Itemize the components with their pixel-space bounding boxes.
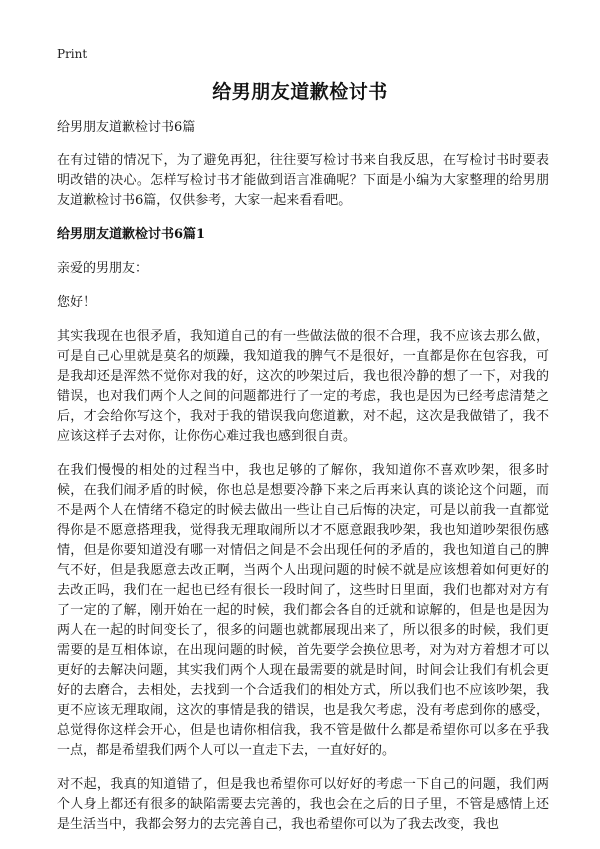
page-title: 给男朋友道歉检讨书 [212,81,388,103]
document-body [57,118,549,849]
body-paragraph: 在我们慢慢的相处的过程当中，我也足够的了解你，我知道你不喜欢吵架，很多时候，在我们闹矛盾的时候，你也总是想要冷静下来之后再来认真的谈论这个问题，而不是两个人在情绪不稳定的时候去做出一些让自己后悔的决定，可是以前我一直都觉得你是不愿意搭理我，觉得我无理取闹所以才不愿意跟我吵架，我也知道吵架很伤感情，但是你要知道没有哪一对情侣之间是不会出现任何的矛盾的，我也知道自己的脾气不好，但是我愿意去改正啊，当两个人出现问题的时候不就是应该想着如何更好的去改正吗，我们在一起也已经有很长一段时间了，这些时日里面，我们也都对对方有了一定的了解，刚开始在一起的时候，我们都会各自的迁就和谅解的，但是也是因为两人在一起的时间变长了，很多的问题也就都展现出来了，所以很多的时候，我们更需要的是互相体谅，在出现问题的时候，首先要学会换位思考，对为对方着想才可以更好的去解决问题，其实我们两个人现在最需要的就是时间，时间会让我们有机会更好的去磨合，去相处，去找到一个合适我们的相处方式，所以我们也不应该吵架，我更不应该无理取闹，这次的事情是我的错误，也是我欠考虑，没有考虑到你的感受，总觉得你这样会开心，但是也请你相信我，我不管是做什么都是希望你可以多在乎我一点，都是希望我们两个人可以一直走下去，一直好好的。 [57,463,549,758]
section-heading: 给男朋友道歉检讨书6篇1 [57,227,206,242]
intro-paragraph: 在有过错的情况下，为了避免再犯，往往要写检讨书来自我反思，在写检讨书时要表明改错的决心。怎样写检讨书才能做到语言准确呢？下面是小编为大家整理的给男朋友道歉检讨书6篇，仅供参考，大家一起来看看吧。 [57,153,549,208]
body-paragraph: 其实我现在也很矛盾，我知道自己的有一些做法做的很不合理，我不应该去那么做，可是自己心里就是莫名的烦躁，我知道我的脾气不是很好，一直都是你在包容我，可是我却还是浑然不觉你对我的好，这次的吵架过后，我也很冷静的想了一下，对我的错误，也对我们两个人之间的问题都进行了一定的考虑，我也是因为已经考虑清楚之后，才会给你写这个，我对于我的错误我向您道歉，对不起，这次是我做错了，我不应该这样子去对你，让你伤心难过我也感到很自责。 [57,329,549,444]
document-subtitle: 给男朋友道歉检讨书6篇 [57,120,196,135]
body-paragraph: 对不起，我真的知道错了，但是我也希望你可以好好的考虑一下自己的问题，我们两个人身上都还有很多的缺陷需要去完善的，我也会在之后的日子里，不管是感情上还是生活当中，我都会努力的去完善自己，我也希望你可以为了我去改变，我也 [57,777,549,832]
greeting: 您好！ [57,295,97,310]
print-link[interactable]: Print [57,47,88,61]
salutation: 亲爱的男朋友： [57,261,149,276]
